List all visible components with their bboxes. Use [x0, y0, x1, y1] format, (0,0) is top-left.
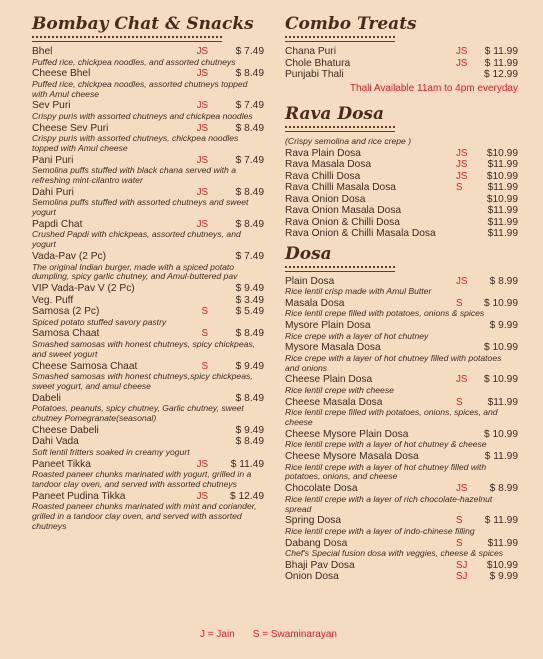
menu-item — [285, 205, 518, 217]
item-price: $ 8.49 — [235, 392, 264, 404]
item-price: $ 9.99 — [489, 320, 518, 332]
item-description: Roasted paneer chunks marinated with mint and coriander, grilled in a tandoor clay oven, and served with assorted chutneys — [32, 501, 257, 531]
dietary-tag: JS — [456, 170, 468, 182]
item-name: Rava Onion & Chilli Masala Dosa — [285, 228, 436, 239]
dosa-list — [285, 276, 518, 583]
item-name: Dabeli — [32, 392, 61, 404]
menu-item — [32, 283, 264, 295]
menu-item — [285, 171, 518, 183]
item-name: Vada-Pav (2 Pc) — [32, 251, 106, 263]
menu-item — [285, 217, 518, 229]
menu-item — [32, 219, 264, 250]
item-name: Dahi Vada — [32, 436, 79, 448]
item-description: Soft lentil fritters soaked in creamy yogurt — [32, 446, 190, 457]
item-name: Chana Puri — [285, 46, 336, 57]
dietary-tag: SJ — [456, 571, 468, 583]
menu-item-row — [285, 320, 518, 332]
item-price: $ 7.49 — [235, 100, 264, 112]
item-price: $ 8.49 — [235, 186, 264, 198]
item-name: Dahi Puri — [32, 186, 74, 198]
item-price: $ 7.49 — [235, 154, 264, 166]
menu-item — [32, 295, 264, 307]
menu-item — [32, 251, 264, 282]
item-price: $ 9.49 — [235, 424, 264, 436]
item-name: Cheese Plain Dosa — [285, 374, 373, 386]
item-description: Puffed rice, chickpea noodles, assorted chutneys topped with Amul cheese — [32, 78, 248, 99]
item-price: $ 11.99 — [484, 515, 518, 527]
item-price: $ 12.49 — [230, 490, 264, 502]
item-price: $ 9.99 — [489, 571, 518, 583]
menu-item — [32, 459, 264, 490]
item-price: $ 8.99 — [489, 483, 518, 495]
menu-item — [32, 123, 264, 154]
menu-item — [32, 68, 264, 99]
item-name: Cheese Mysore Plain Dosa — [285, 428, 409, 440]
item-name: Rava Masala Dosa — [285, 159, 372, 170]
menu-item-row — [285, 148, 518, 160]
item-description: Rice crepe with a layer of hot chutney — [285, 330, 429, 341]
item-description: Rice crepe with a layer of hot chutney filled with potatoes and onions — [285, 352, 502, 373]
menu-item — [32, 187, 264, 218]
dietary-tag: S — [201, 306, 208, 318]
item-price: $10.99 — [486, 559, 518, 571]
item-price: $11.99 — [487, 159, 518, 170]
dietary-tag: JS — [456, 147, 468, 159]
menu-item — [285, 182, 518, 194]
menu-item — [285, 538, 518, 559]
item-name: Cheese Sev Puri — [32, 122, 109, 134]
item-price: $11.99 — [487, 182, 518, 193]
section-divider — [285, 266, 395, 272]
item-price: $ 3.49 — [235, 294, 264, 306]
item-name: Mysore Masala Dosa — [285, 342, 381, 354]
item-description: Crispy puris with assorted chutneys, chickpea noodles topped with Amul cheese — [32, 133, 239, 153]
menu-item-row — [32, 283, 264, 295]
item-description: The original Indian burger, made with a spiced potato dumpling, spicy garlic chutney, and Amul-buttered pav — [32, 261, 238, 282]
dietary-tag: JS — [196, 458, 208, 470]
menu-item-row — [285, 205, 518, 217]
item-description: Rice lentil crepe with a layer of hot chutney & cheese — [285, 439, 487, 450]
item-price: $ 5.49 — [235, 306, 264, 318]
dietary-tag: JS — [456, 275, 468, 287]
menu-item — [285, 148, 518, 160]
dietary-tag: S — [456, 182, 463, 193]
dietary-tag: JS — [196, 122, 208, 134]
menu-item — [32, 306, 264, 327]
item-price: $ 8.49 — [235, 328, 264, 340]
dietary-tag: S — [456, 297, 463, 309]
item-name: Masala Dosa — [285, 297, 345, 309]
item-name: Bhaji Pav Dosa — [285, 559, 355, 571]
item-description: Semolina puffs stuffed with assorted chutneys and sweet yogurt — [32, 197, 249, 218]
menu-item-row — [285, 217, 518, 229]
menu-item-row — [32, 306, 264, 318]
menu-item — [285, 194, 518, 206]
item-name: Cheese Dabeli — [32, 424, 99, 436]
item-name: Paneet Pudina Tikka — [32, 490, 126, 502]
item-price: $ 10.99 — [484, 374, 518, 386]
item-name: Rava Chilli Dosa — [285, 170, 361, 182]
item-description: Rice lentil crepe with a layer of indo-chinese filling — [285, 525, 475, 536]
item-name: Sev Puri — [32, 100, 71, 112]
item-name: Cheese Bhel — [32, 68, 91, 80]
item-name: Rava Onion Masala Dosa — [285, 205, 402, 216]
dietary-tag: S — [456, 515, 463, 527]
item-description: Roasted paneer chunks marinated with yogurt, grilled in a tandoor clay oven, and served with assorted chutneys — [32, 469, 252, 489]
item-price: $10.99 — [486, 193, 518, 205]
dietary-tag: JS — [456, 46, 468, 57]
menu-item — [32, 361, 264, 392]
item-price: $10.99 — [486, 147, 518, 159]
menu-item — [285, 58, 518, 70]
item-description: Spiced potato stuffed savory pastry — [32, 316, 167, 327]
item-description: Rice lentil crepe filled with potatoes, onions & spices — [285, 308, 485, 319]
item-description: Rice lentil crepe filled with potatoes, onions, spices, and cheese — [285, 407, 498, 428]
menu-item — [285, 228, 518, 240]
item-price: $ 8.49 — [235, 68, 264, 80]
item-price: $ 11.49 — [230, 458, 264, 470]
menu-item — [32, 328, 264, 359]
legend — [200, 629, 420, 640]
section-title: Dosa — [285, 243, 332, 264]
menu-item-row — [285, 171, 518, 183]
thali-note: Thali Available 11am to 4pm everyday — [349, 82, 518, 94]
legend-swaminarayan: S = Swaminarayan — [252, 629, 337, 640]
item-price: $ 8.49 — [235, 436, 264, 448]
menu-item-row — [32, 46, 264, 58]
bombay-chat-list — [32, 46, 264, 532]
dietary-tag: JS — [196, 46, 208, 57]
menu-item — [32, 436, 264, 457]
menu-item — [32, 491, 264, 532]
item-price: $ 10.99 — [484, 428, 518, 440]
item-price: $ 12.99 — [484, 69, 518, 80]
menu-item — [285, 571, 518, 583]
dietary-tag: JS — [456, 57, 468, 69]
menu-item-row — [32, 251, 264, 263]
menu-item — [32, 100, 264, 121]
item-name: Dabang Dosa — [285, 537, 348, 549]
item-price: $ 10.99 — [484, 297, 518, 309]
menu-item — [285, 159, 518, 171]
item-name: Spring Dosa — [285, 515, 342, 527]
menu-item — [285, 560, 518, 572]
menu-item-row — [285, 451, 518, 463]
item-name: Cheese Mysore Masala Dosa — [285, 451, 419, 463]
combo-list — [285, 46, 518, 81]
menu-item — [285, 276, 518, 297]
right-column — [285, 14, 518, 583]
item-name: Chole Bhatura — [285, 57, 351, 69]
menu-item-row — [32, 295, 264, 307]
item-name: Veg. Puff — [32, 294, 74, 306]
dietary-tag: S — [201, 328, 208, 340]
menu-item — [32, 155, 264, 186]
item-price: $10.99 — [486, 170, 518, 182]
menu-item-row — [285, 560, 518, 572]
item-description: Puffed rice, chickpea noodles, and assorted chutneys — [32, 56, 236, 67]
dietary-tag: JS — [196, 100, 208, 112]
menu-item — [285, 69, 518, 81]
section-title: Rava Dosa — [285, 103, 385, 124]
menu-item — [285, 515, 518, 536]
dietary-tag: JS — [196, 186, 208, 198]
menu-item-row — [285, 58, 518, 70]
menu-item — [285, 46, 518, 58]
section-divider — [32, 36, 222, 42]
item-price: $ 9.49 — [235, 283, 264, 295]
item-description: Potatoes, peanuts, spicy chutney, Garlic chutney, sweet chutney Pomegranate(seasonal) — [32, 403, 244, 423]
menu-item — [285, 483, 518, 514]
item-description: Chef's Special fusion dosa with veggies, cheese & spices — [285, 548, 504, 559]
dietary-tag: S — [201, 360, 208, 372]
item-price: $11.99 — [487, 205, 518, 216]
dietary-tag: S — [456, 396, 463, 408]
item-price: $11.99 — [487, 228, 518, 239]
item-description: Rice lentil crisp made with Amul Butter — [285, 286, 432, 296]
item-description: Rice lentil crepe with a layer of hot chutney filled with potatoes, onions, and cheese — [285, 461, 487, 482]
item-price: $ 11.99 — [484, 57, 518, 69]
menu-item — [285, 397, 518, 428]
dietary-tag: JS — [456, 374, 468, 386]
item-name: Pani Puri — [32, 154, 74, 166]
item-price: $ 7.49 — [235, 46, 264, 57]
dietary-tag: S — [456, 537, 463, 549]
section-divider — [285, 126, 395, 132]
item-description: Rice lentil crepe with cheese — [285, 384, 394, 395]
item-name: Rava Chilli Masala Dosa — [285, 182, 396, 193]
legend-jain: J = Jain — [200, 629, 235, 640]
menu-item — [32, 46, 264, 67]
menu-item-row — [285, 194, 518, 206]
menu-item-row — [285, 159, 518, 171]
item-price: $11.99 — [487, 537, 518, 549]
section-title: Bombay Chat & Snacks — [32, 14, 254, 34]
rava-list — [285, 148, 518, 240]
item-name: Paneet Tikka — [32, 458, 91, 470]
item-description: Rice lentil crepe with a layer of rich chocolate-hazelnut spread — [285, 493, 493, 514]
menu-item — [285, 451, 518, 482]
item-name: Plain Dosa — [285, 275, 335, 287]
item-name: Chocolate Dosa — [285, 483, 358, 495]
item-description: Crushed Papdi with chickpeas, assorted chutneys, and yogurt — [32, 229, 241, 250]
item-description: Smashed samosas with honest chutneys,spicy chickpeas, sweet yogurt, and amul cheese — [32, 371, 253, 391]
menu-item — [285, 429, 518, 450]
item-price: $11.99 — [487, 396, 518, 408]
item-name: Mysore Plain Dosa — [285, 320, 371, 332]
item-description: Smashed samosas with honest chutneys, spicy chickpeas, and sweet yogurt — [32, 338, 256, 359]
menu-item-row — [285, 228, 518, 240]
item-description: Crispy puris with assorted chutneys and chickpea noodles — [32, 110, 253, 121]
item-name: Bhel — [32, 46, 53, 57]
menu-item-row — [285, 69, 518, 81]
bombay-chat-section — [32, 14, 264, 533]
item-name: VIP Vada-Pav V (2 Pc) — [32, 283, 135, 295]
item-name: Cheese Masala Dosa — [285, 396, 383, 408]
menu-item-row — [32, 425, 264, 437]
item-price: $ 10.99 — [484, 342, 518, 354]
dietary-tag: SJ — [456, 559, 468, 571]
item-name: Cheese Samosa Chaat — [32, 360, 138, 372]
item-price: $ 8.99 — [489, 275, 518, 287]
menu-item-row — [285, 182, 518, 194]
item-price: $11.99 — [487, 216, 518, 228]
item-name: Papdi Chat — [32, 218, 83, 230]
section-title: Combo Treats — [285, 14, 417, 34]
item-price: $ 11.99 — [484, 46, 518, 57]
menu-item — [285, 374, 518, 395]
item-price: $ 11.99 — [484, 451, 518, 463]
item-price: $ 8.49 — [235, 122, 264, 134]
menu-item — [285, 298, 518, 319]
menu-item — [285, 320, 518, 341]
item-price: $ 7.49 — [235, 251, 264, 263]
menu-item — [32, 425, 264, 437]
item-name: Rava Onion & Chilli Dosa — [285, 216, 400, 228]
item-description: Semolina puffs stuffed with black chana served with a refreshing mint-cilantro water — [32, 165, 236, 186]
item-name: Rava Onion Dosa — [285, 193, 366, 205]
dietary-tag: JS — [196, 68, 208, 80]
item-name: Onion Dosa — [285, 571, 339, 583]
item-name: Rava Plain Dosa — [285, 147, 361, 159]
dietary-tag: JS — [196, 154, 208, 166]
menu-item-row — [285, 46, 518, 58]
menu-item-row — [32, 436, 264, 448]
item-price: $ 9.49 — [235, 360, 264, 372]
item-price: $ 8.49 — [235, 218, 264, 230]
dietary-tag: JS — [196, 218, 208, 230]
dietary-tag: JS — [456, 483, 468, 495]
section-divider — [285, 36, 395, 42]
item-name: Samosa (2 Pc) — [32, 306, 100, 318]
item-name: Samosa Chaat — [32, 328, 100, 340]
menu-item — [285, 342, 518, 373]
dietary-tag: JS — [456, 159, 468, 170]
dietary-tag: JS — [196, 490, 208, 502]
section-subtitle: (Crispy semolina and rice crepe ) — [285, 135, 412, 146]
menu-item-row — [285, 571, 518, 583]
menu-item — [32, 393, 264, 424]
item-name: Punjabi Thali — [285, 69, 344, 80]
